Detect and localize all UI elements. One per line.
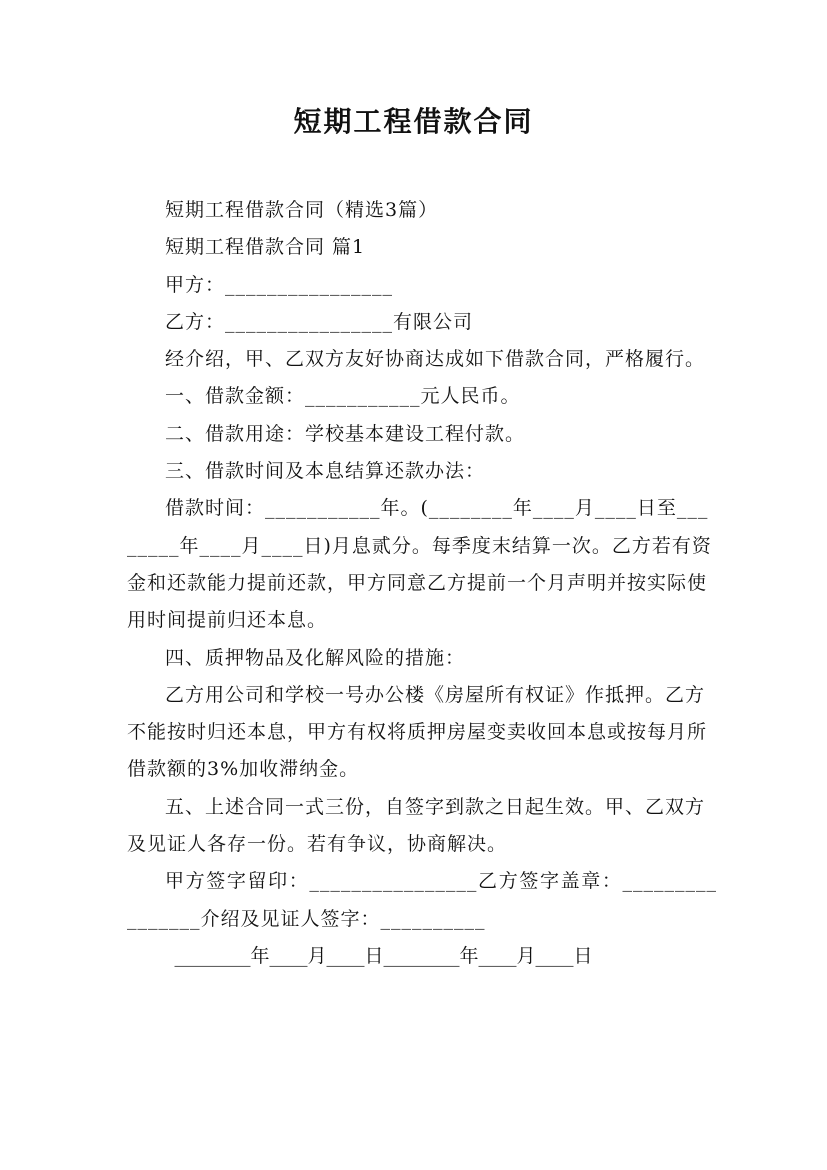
paragraph-party-b: 乙方：________________有限公司 [165, 310, 474, 333]
paragraph-clause-3: 三、借款时间及本息结算还款办法： [165, 460, 486, 483]
paragraph-section-heading: 短期工程借款合同 篇1 [165, 236, 366, 259]
paragraph-clause-5: 五、上述合同一式三份，自签字到款之日起生效。甲、乙双方及见证人各存一份。若有争议，协商解决。 [127, 795, 706, 856]
paragraph-clause-4: 四、质押物品及化解风险的措施： [165, 646, 466, 669]
paragraph-subtitle: 短期工程借款合同（精选3篇） [165, 199, 439, 221]
paragraph-party-a: 甲方：________________ [165, 273, 394, 296]
paragraph-dates: ________年____月____日________年____月____日 [174, 944, 593, 967]
document-body [127, 192, 717, 975]
paragraph-collateral: 乙方用公司和学校一号办公楼《房屋所有权证》作抵押。乙方不能按时归还本息，甲方有权将质押房屋变卖收回本息或按每月所借款额的3%加收滞纳金。 [127, 683, 708, 781]
paragraph-clause-2: 二、借款用途：学校基本建设工程付款。 [165, 422, 526, 445]
paragraph-clause-1: 一、借款金额：___________元人民币。 [165, 385, 521, 408]
document-title: 短期工程借款合同 [293, 105, 534, 138]
paragraph-loan-period: 借款时间：___________年。(________年____月____日至________年____月____日)月息贰分。每季度末结算一次。乙方若有资金和还款能力提前还款，甲方同意乙方提前一个月声明并按实际使用时间提前归还本息。 [127, 497, 712, 632]
paragraph-intro: 经介绍，甲、乙双方友好协商达成如下借款合同，严格履行。 [165, 348, 706, 371]
paragraph-signatures: 甲方签字留印：________________乙方签字盖章：________________介绍及见证人签字：__________ [127, 870, 717, 930]
